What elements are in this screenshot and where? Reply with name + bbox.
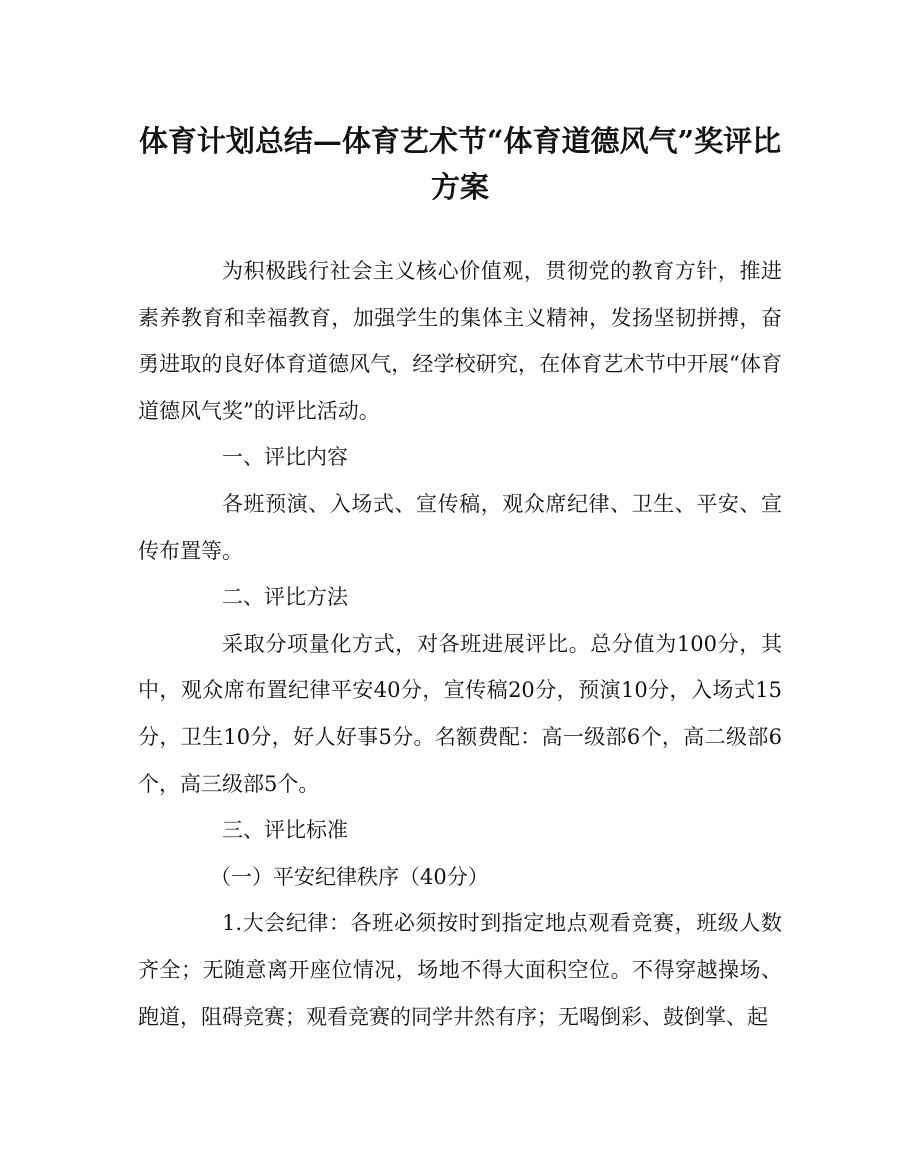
section-subheading-safety: （一）平安纪律秩序（40分） [210, 864, 489, 889]
intro-paragraph: 为积极践行社会主义核心价值观，贯彻党的教育方针，推进素养教育和幸福教育，加强学生的集体主义精神，发扬坚韧拼搏，奋勇进取的良好体育道德风气，经学校研究，在体育艺术节中开展“体育道德风气奖”的评比活动。 [138, 259, 782, 423]
document-page [138, 118, 782, 1040]
section-body-content: 各班预演、入场式、宣传稿，观众席纪律、卫生、平安、宣传布置等。 [138, 491, 782, 563]
section-body-discipline: 1.大会纪律：各班必须按时到指定地点观看竞赛，班级人数齐全；无随意离开座位情况，场地不得大面积空位。不得穿越操场、跑道，阻碍竞赛；观看竞赛的同学井然有序；无喝倒彩、鼓倒掌、起 [138, 911, 782, 1029]
section-heading-standard: 三、评比标准 [222, 818, 348, 843]
section-body-method: 采取分项量化方式，对各班进展评比。总分值为100分，其中，观众席布置纪律平安40分，宣传稿20分，预演10分，入场式15分，卫生10分，好人好事5分。名额费配：高一级部6个，高二级部6个，高三级部5个。 [138, 631, 782, 796]
section-heading-content: 一、评比内容 [222, 445, 348, 470]
document-title: 体育计划总结—体育艺术节“体育道德风气”奖评比方案 [138, 124, 782, 204]
section-heading-method: 二、评比方法 [222, 585, 348, 610]
